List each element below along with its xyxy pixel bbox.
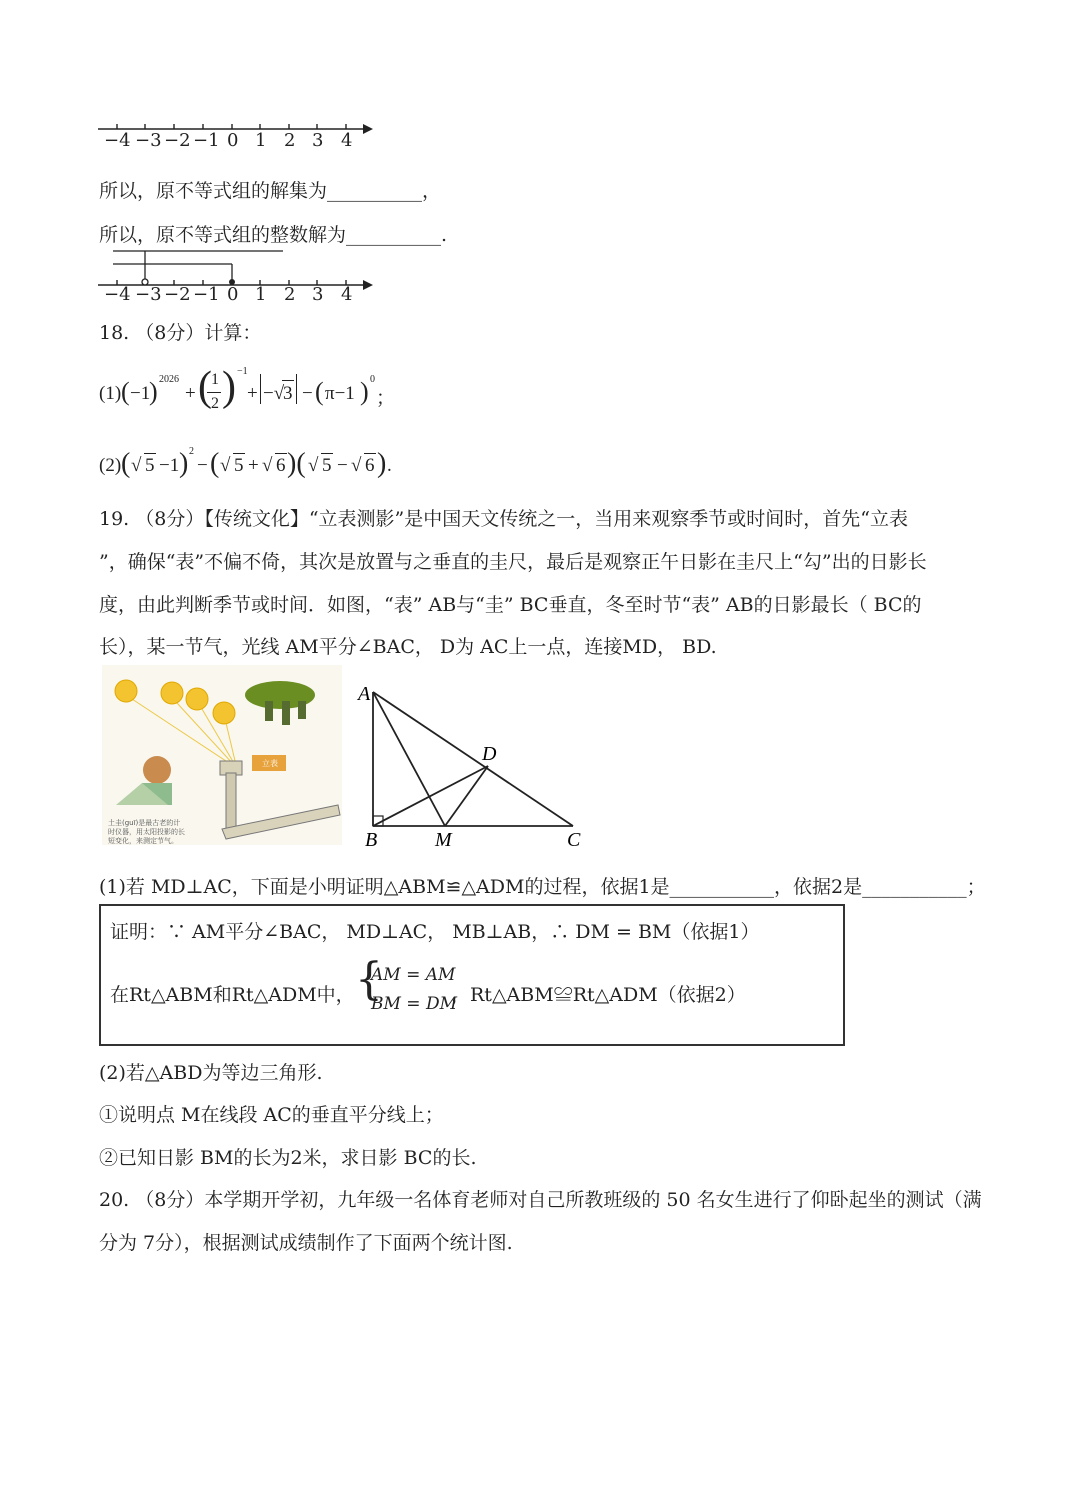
q19-line-4: 长），某一节气，光线 AM平分∠BAC， D为 AC上一点，连接MD， BD.	[99, 636, 717, 658]
q19-part-2: (2)若△ABD为等边三角形.	[99, 1062, 323, 1084]
q20-line-1: 20. （8分）本学期开学初，九年级一名体育老师对自己所教班级的 50 名女生进行了仰卧起坐的测试（满	[99, 1189, 982, 1211]
q18-expression-1: (1) ( −1 ) 2026 + ( 1 2 ) −1 + −√ 3 − ( π−1 ) 0 ；	[99, 364, 396, 412]
gnomon-illustration	[102, 665, 342, 845]
proof-line-2-suffix: ，Rt△ABM≌Rt△ADM（依据2）	[451, 984, 746, 1006]
integer-solution-line: 所以，原不等式组的整数解为__________.	[99, 224, 448, 246]
triangle-figure	[355, 680, 595, 850]
proof-box	[99, 904, 845, 1046]
label-D: D	[482, 743, 497, 765]
svg-text:立表: 立表	[262, 759, 278, 768]
svg-text:时仪器，用太阳投影的长: 时仪器，用太阳投影的长	[108, 828, 185, 836]
label-C: C	[567, 829, 581, 850]
q19-part-2-2: ②已知日影 BM的长为2米，求日影 BC的长.	[99, 1147, 477, 1169]
solution-set-line: 所以，原不等式组的解集为__________，	[99, 180, 442, 202]
proof-line-1: 证明：∵ AM平分∠BAC， MD⊥AC， MB⊥AB，∴ DM = BM（依据1）	[110, 921, 760, 943]
system-bottom: BM = DM	[371, 994, 457, 1014]
q19-part-2-1: ①说明点 M在线段 AC的垂直平分线上；	[99, 1104, 444, 1126]
q18-header: 18. （8分）计算：	[99, 322, 262, 344]
q19-line-1: 19. （8分）【传统文化】“立表测影”是中国天文传统之一，当用来观察季节或时间时，首先“立表	[99, 508, 908, 530]
proof-line-2-prefix: 在Rt△ABM和Rt△ADM中，	[110, 984, 355, 1006]
label-M: M	[435, 829, 452, 850]
svg-text:土圭(guī)是最古老的计: 土圭(guī)是最古老的计	[108, 819, 181, 827]
q19-line-3: 度，由此判断季节或时间．如图，“表” AB与“圭” BC垂直，冬至时节“表” AB的日影最长（ BC的	[99, 594, 922, 616]
q19-line-2: ”，确保“表”不偏不倚，其次是放置与之垂直的圭尺，最后是观察正午日影在圭尺上“勾”出的日影长	[99, 551, 927, 573]
q19-part-1: (1)若 MD⊥AC，下面是小明证明△ABM≌△ADM的过程，依据1是___________，依据2是___________；	[99, 876, 986, 898]
svg-text:短变化，来测定节气。: 短变化，来测定节气。	[108, 837, 178, 845]
gnomon-illustration-drawing	[102, 665, 342, 845]
label-A: A	[358, 683, 371, 705]
label-B: B	[365, 829, 378, 850]
system-top: AM = AM	[371, 965, 456, 985]
q18-expression-2: (2) ( √ 5 −1 ) 2 − ( √ 5 + √ 6 )( √ 5 − √ 6 ) .	[99, 446, 392, 479]
q20-line-2: 分为 7分），根据测试成绩制作了下面两个统计图.	[99, 1232, 513, 1254]
system-brace: {	[355, 954, 383, 1005]
